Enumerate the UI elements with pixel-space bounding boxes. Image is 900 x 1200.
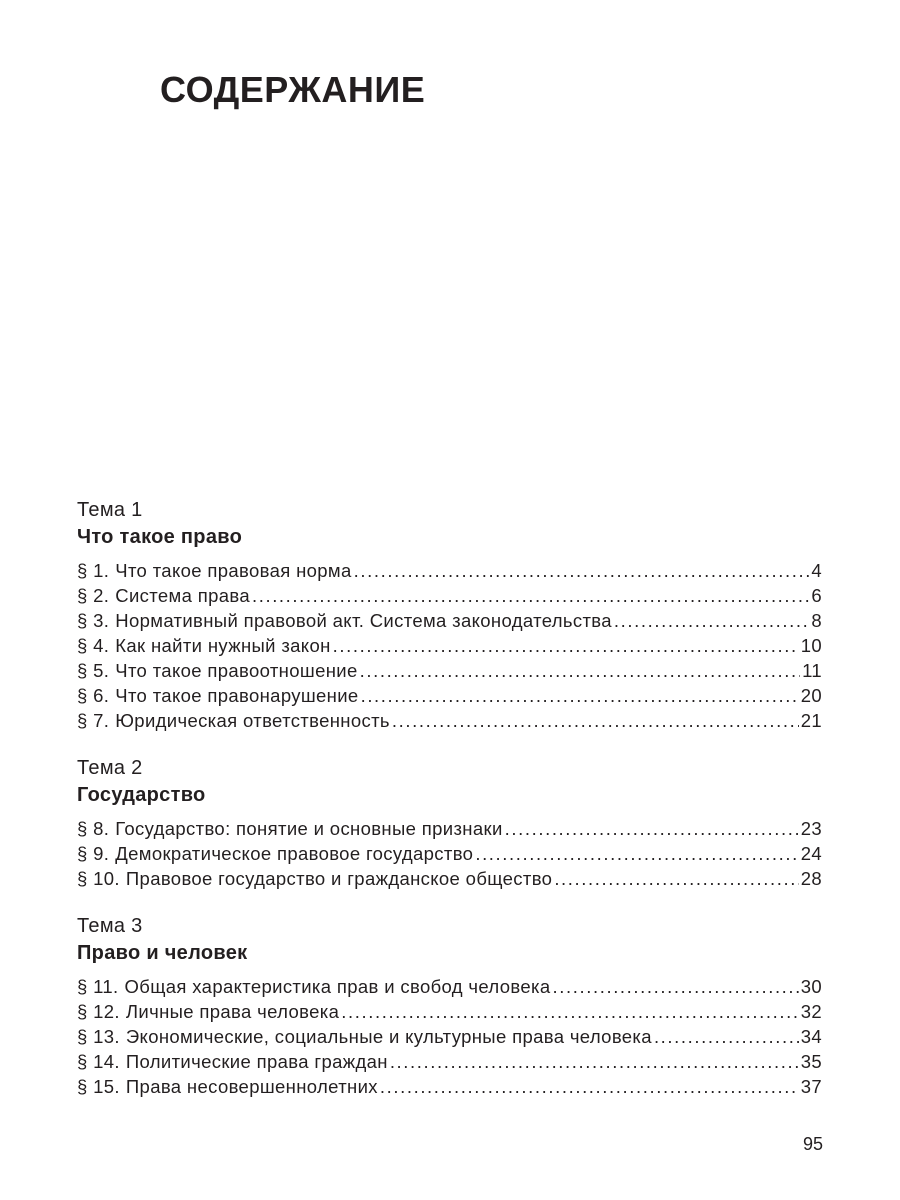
entry-title: Что такое правонарушение	[115, 685, 359, 706]
toc-entry[interactable]	[77, 999, 822, 1024]
entry-number: § 13.	[77, 1026, 120, 1047]
section-title: Право и человек	[77, 942, 248, 964]
toc-entry[interactable]	[77, 866, 822, 891]
entry-title: Политические права граждан	[125, 1051, 388, 1072]
toc-entry[interactable]	[77, 608, 822, 633]
section-label: Тема 2	[77, 757, 143, 779]
dot-leader	[614, 608, 809, 633]
entry-page: 11	[802, 660, 822, 681]
entry-page: 6	[811, 585, 822, 606]
dot-leader	[361, 683, 799, 708]
page-number: 95	[802, 1134, 823, 1154]
dot-leader	[354, 558, 810, 583]
dot-leader	[341, 999, 798, 1024]
toc-entry[interactable]	[77, 841, 822, 866]
entry-title: Права несовершеннолетних	[125, 1076, 378, 1097]
dot-leader	[252, 583, 809, 608]
entry-title: Государство: понятие и основные признаки	[115, 818, 503, 839]
entry-number: § 15.	[77, 1076, 120, 1097]
entry-page: 30	[800, 976, 822, 997]
entry-page: 4	[811, 560, 822, 581]
entry-page: 24	[800, 843, 822, 864]
entry-number: § 8.	[77, 818, 110, 839]
entry-title: Правовое государство и гражданское общество	[125, 868, 553, 889]
entry-number: § 5.	[77, 660, 110, 681]
entry-title: Экономические, социальные и культурные права человека	[125, 1026, 652, 1047]
toc-entry[interactable]	[77, 1074, 822, 1099]
toc-entry[interactable]	[77, 974, 822, 999]
entry-number: § 7.	[77, 710, 110, 731]
entry-page: 8	[811, 610, 822, 631]
entry-page: 35	[800, 1051, 822, 1072]
entry-number: § 9.	[77, 843, 110, 864]
entry-title: Нормативный правовой акт. Система законодательства	[115, 610, 612, 631]
entry-title: Личные права человека	[125, 1001, 340, 1022]
toc-entry[interactable]	[77, 583, 822, 608]
entry-number: § 1.	[77, 560, 110, 581]
entry-number: § 6.	[77, 685, 110, 706]
entry-title: Общая характеристика прав и свобод человека	[124, 976, 551, 997]
toc-section-2	[77, 755, 822, 891]
entry-title: Как найти нужный закон	[115, 635, 331, 656]
entry-number: § 11.	[77, 976, 119, 997]
entry-number: § 12.	[77, 1001, 120, 1022]
entry-page: 32	[800, 1001, 822, 1022]
entry-title: Что такое правоотношение	[115, 660, 358, 681]
entry-number: § 14.	[77, 1051, 120, 1072]
section-title: Государство	[77, 784, 206, 806]
toc-section-3	[77, 913, 822, 1099]
entry-page: 28	[800, 868, 822, 889]
toc-section-1	[77, 497, 822, 733]
dot-leader	[475, 841, 798, 866]
entry-title: Юридическая ответственность	[115, 710, 390, 731]
toc-entry[interactable]	[77, 1049, 822, 1074]
entry-number: § 3.	[77, 610, 110, 631]
entry-number: § 10.	[77, 868, 120, 889]
dot-leader	[333, 633, 799, 658]
dot-leader	[360, 658, 800, 683]
toc-entry[interactable]	[77, 816, 822, 841]
dot-leader	[380, 1074, 799, 1099]
dot-leader	[392, 708, 799, 733]
toc-entry[interactable]	[77, 708, 822, 733]
section-title: Что такое право	[77, 526, 243, 548]
entry-page: 20	[800, 685, 822, 706]
entry-title: Система права	[115, 585, 250, 606]
section-label: Тема 3	[77, 915, 143, 937]
entry-page: 37	[800, 1076, 822, 1097]
toc-entry[interactable]	[77, 633, 822, 658]
dot-leader	[553, 974, 799, 999]
entry-page: 10	[800, 635, 822, 656]
toc-entry[interactable]	[77, 1024, 822, 1049]
entry-number: § 2.	[77, 585, 110, 606]
entry-page: 21	[800, 710, 822, 731]
page-title: СОДЕРЖАНИЕ	[160, 69, 426, 110]
entry-number: § 4.	[77, 635, 110, 656]
entry-title: Демократическое правовое государство	[115, 843, 474, 864]
entry-page: 34	[800, 1026, 822, 1047]
dot-leader	[390, 1049, 799, 1074]
toc-entry[interactable]	[77, 658, 822, 683]
dot-leader	[654, 1024, 799, 1049]
section-label: Тема 1	[77, 499, 143, 521]
table-of-contents	[77, 497, 822, 1121]
dot-leader	[505, 816, 799, 841]
toc-entry[interactable]	[77, 558, 822, 583]
entry-page: 23	[800, 818, 822, 839]
toc-entry[interactable]	[77, 683, 822, 708]
entry-title: Что такое правовая норма	[115, 560, 352, 581]
dot-leader	[554, 866, 798, 891]
